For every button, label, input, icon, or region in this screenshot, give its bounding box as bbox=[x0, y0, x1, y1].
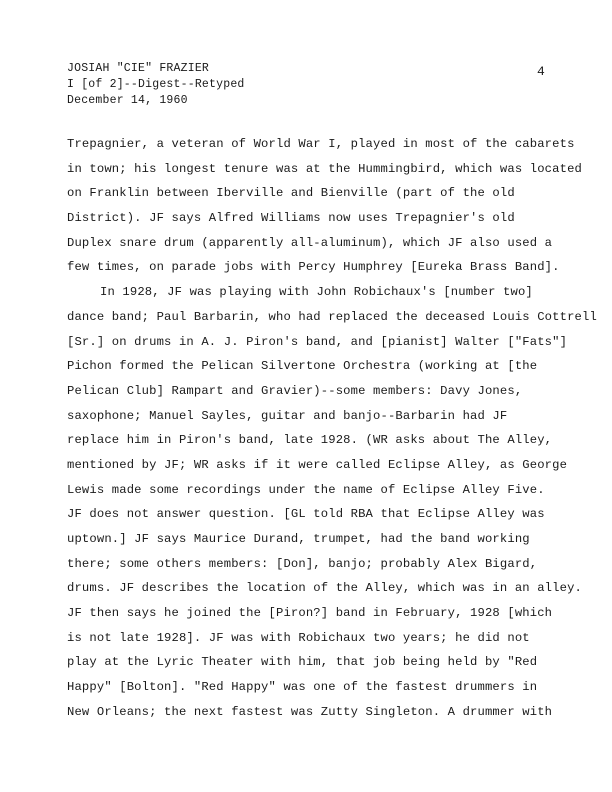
text-line: uptown.] JF says Maurice Durand, trumpet, had the band working bbox=[67, 532, 530, 546]
text-line: saxophone; Manuel Sayles, guitar and banjo--Barbarin had JF bbox=[67, 408, 508, 423]
page-number: 4 bbox=[537, 64, 545, 79]
header-interviewee-name: JOSIAH "CIE" FRAZIER bbox=[67, 62, 210, 75]
header-date: December 14, 1960 bbox=[67, 94, 188, 107]
paragraph bbox=[67, 132, 607, 280]
text-line: few times, on parade jobs with Percy Humphrey [Eureka Brass Band]. bbox=[67, 260, 560, 275]
text-line: Happy" [Bolton]. "Red Happy" was one of the fastest drummers in bbox=[67, 680, 538, 695]
paragraph bbox=[67, 280, 607, 724]
text-line: [Sr.] on drums in A. J. Piron's band, and [pianist] Walter ["Fats"] bbox=[67, 334, 568, 349]
body-text bbox=[67, 132, 607, 725]
text-line: dance band; Paul Barbarin, who had replaced the deceased Louis Cottrell bbox=[67, 309, 597, 324]
text-line: Pichon formed the Pelican Silvertone Orchestra (working at [the bbox=[67, 359, 538, 374]
text-line: replace him in Piron's band, late 1928. (WR asks about The Alley, bbox=[67, 433, 553, 448]
text-line: there; some others members: [Don], banjo; probably Alex Bigard, bbox=[67, 556, 538, 571]
text-line: Lewis made some recordings under the name of Eclipse Alley Five. bbox=[67, 482, 545, 497]
text-line: JF then says he joined the [Piron?] band in February, 1928 [which bbox=[67, 606, 553, 621]
text-line: play at the Lyric Theater with him, that job being held by "Red bbox=[67, 655, 538, 670]
header-reel-info: I [of 2]--Digest--Retyped bbox=[67, 78, 245, 91]
text-line: District). JF says Alfred Williams now uses Trepagnier's old bbox=[67, 211, 515, 226]
text-line: Duplex snare drum (apparently all-aluminum), which JF also used a bbox=[67, 235, 553, 250]
document-header bbox=[67, 61, 245, 109]
text-line: Trepagnier, a veteran of World War I, played in most of the cabarets bbox=[67, 137, 575, 151]
text-line: Pelican Club] Rampart and Gravier)--some members: Davy Jones, bbox=[67, 383, 523, 398]
text-line: mentioned by JF; WR asks if it were called Eclipse Alley, as George bbox=[67, 457, 568, 472]
text-line: in town; his longest tenure was at the Hummingbird, which was located bbox=[67, 161, 582, 176]
text-line: New Orleans; the next fastest was Zutty Singleton. A drummer with bbox=[67, 704, 553, 719]
text-line: is not late 1928]. JF was with Robichaux two years; he did not bbox=[67, 630, 530, 645]
text-line: JF does not answer question. [GL told RBA that Eclipse Alley was bbox=[67, 507, 545, 522]
text-line: on Franklin between Iberville and Bienville (part of the old bbox=[67, 186, 515, 201]
text-line: In 1928, JF was playing with John Robichaux's [number two] bbox=[100, 285, 533, 300]
text-line: drums. JF describes the location of the Alley, which was in an alley. bbox=[67, 581, 582, 596]
